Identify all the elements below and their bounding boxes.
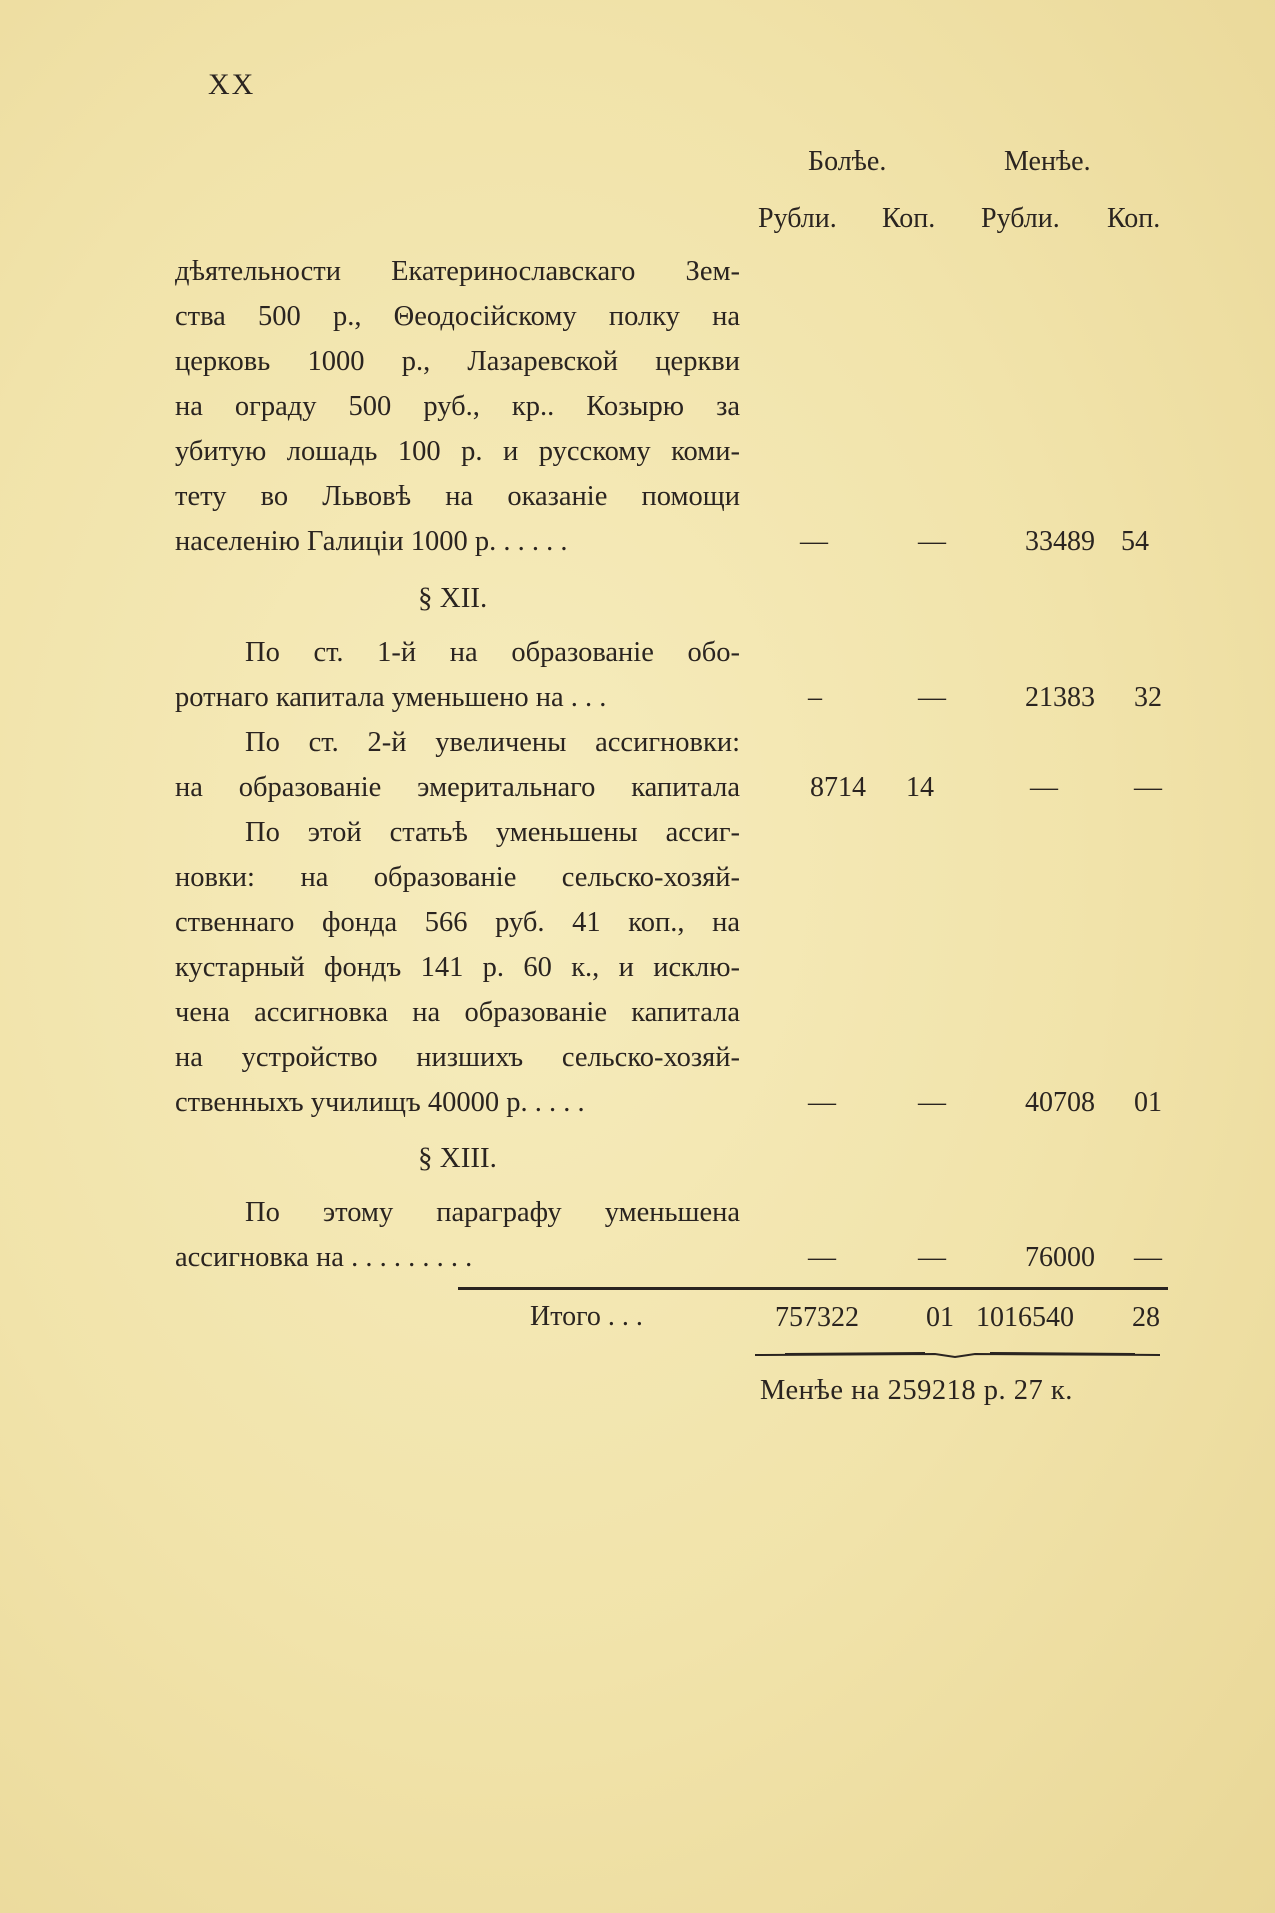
ornamental-rule bbox=[755, 1348, 1160, 1362]
amount-more-kop: — bbox=[918, 1087, 946, 1118]
text-line: По ст. 2-й увеличены ассигновки: bbox=[245, 727, 740, 758]
section-13-title: § XIII. bbox=[418, 1142, 497, 1174]
amount-less-rubles: — bbox=[1030, 772, 1058, 803]
amount-more-rubles: — bbox=[800, 526, 828, 557]
text-line: ротнаго капитала уменьшено на . . . bbox=[175, 682, 607, 713]
total-less-kop: 28 bbox=[1132, 1302, 1160, 1333]
text-line: ства 500 р., Θеодосійскому полку на bbox=[175, 301, 740, 332]
total-rule bbox=[458, 1287, 1168, 1290]
total-more-rubles: 757322 bbox=[775, 1302, 859, 1333]
amount-more-rubles: 8714 bbox=[810, 772, 866, 803]
amount-less-kop: 32 bbox=[1134, 682, 1162, 713]
difference-summary: Менѣе на 259218 р. 27 к. bbox=[760, 1375, 1073, 1406]
amount-more-kop: — bbox=[918, 682, 946, 713]
text-line: тету во Львовѣ на оказаніе помощи bbox=[175, 481, 740, 512]
amount-less-kop: 01 bbox=[1134, 1087, 1162, 1118]
text-line: на ограду 500 руб., кр.. Козырю за bbox=[175, 391, 740, 422]
total-less-rubles: 1016540 bbox=[976, 1302, 1074, 1333]
total-label: Итого . . . bbox=[530, 1301, 643, 1332]
text-line: ственныхъ училищъ 40000 р. . . . . bbox=[175, 1087, 585, 1118]
text-line: населенію Галиціи 1000 р. . . . . . bbox=[175, 526, 568, 557]
amount-more-rubles: — bbox=[808, 1242, 836, 1273]
text-line: По этой статьѣ уменьшены ассиг- bbox=[245, 817, 740, 848]
header-more: Болѣе. bbox=[808, 146, 887, 177]
amount-less-rubles: 40708 bbox=[1025, 1087, 1095, 1118]
header-kop-more: Коп. bbox=[882, 203, 936, 234]
header-rubles-more: Рубли. bbox=[758, 203, 837, 234]
header-rubles-less: Рубли. bbox=[981, 203, 1060, 234]
amount-less-kop: — bbox=[1134, 1242, 1162, 1273]
text-line: на устройство низшихъ сельско-хозяй- bbox=[175, 1042, 740, 1073]
text-line: кустарный фондъ 141 р. 60 к., и исклю- bbox=[175, 952, 740, 983]
amount-less-rubles: 33489 bbox=[1025, 526, 1095, 557]
text-line: ассигновка на . . . . . . . . . bbox=[175, 1242, 473, 1273]
amount-less-kop: 54 bbox=[1121, 526, 1149, 557]
header-kop-less: Коп. bbox=[1107, 203, 1161, 234]
amount-less-kop: — bbox=[1134, 772, 1162, 803]
amount-more-rubles: – bbox=[808, 682, 822, 713]
text-line: на образованіе эмеритальнаго капитала bbox=[175, 772, 740, 803]
text-line: чена ассигновка на образованіе капитала bbox=[175, 997, 740, 1028]
text-line: церковь 1000 р., Лазаревской церкви bbox=[175, 346, 740, 377]
page-number: XX bbox=[208, 68, 256, 101]
text-line: дѣятельности Екатеринославскаго Зем- bbox=[175, 256, 740, 287]
amount-more-kop: — bbox=[918, 1242, 946, 1273]
amount-more-kop: — bbox=[918, 526, 946, 557]
amount-less-rubles: 21383 bbox=[1025, 682, 1095, 713]
text-line: новки: на образованіе сельско-хозяй- bbox=[175, 862, 740, 893]
text-line: По этому параграфу уменьшена bbox=[245, 1197, 740, 1228]
header-less: Менѣе. bbox=[1004, 146, 1091, 177]
total-more-kop: 01 bbox=[926, 1302, 954, 1333]
amount-less-rubles: 76000 bbox=[1025, 1242, 1095, 1273]
amount-more-rubles: — bbox=[808, 1087, 836, 1118]
text-line: ственнаго фонда 566 руб. 41 коп., на bbox=[175, 907, 740, 938]
text-line: убитую лошадь 100 р. и русскому коми- bbox=[175, 436, 740, 467]
text-line: По ст. 1-й на образованіе обо- bbox=[245, 637, 740, 668]
section-12-title: § XII. bbox=[418, 582, 488, 614]
amount-more-kop: 14 bbox=[906, 772, 934, 803]
